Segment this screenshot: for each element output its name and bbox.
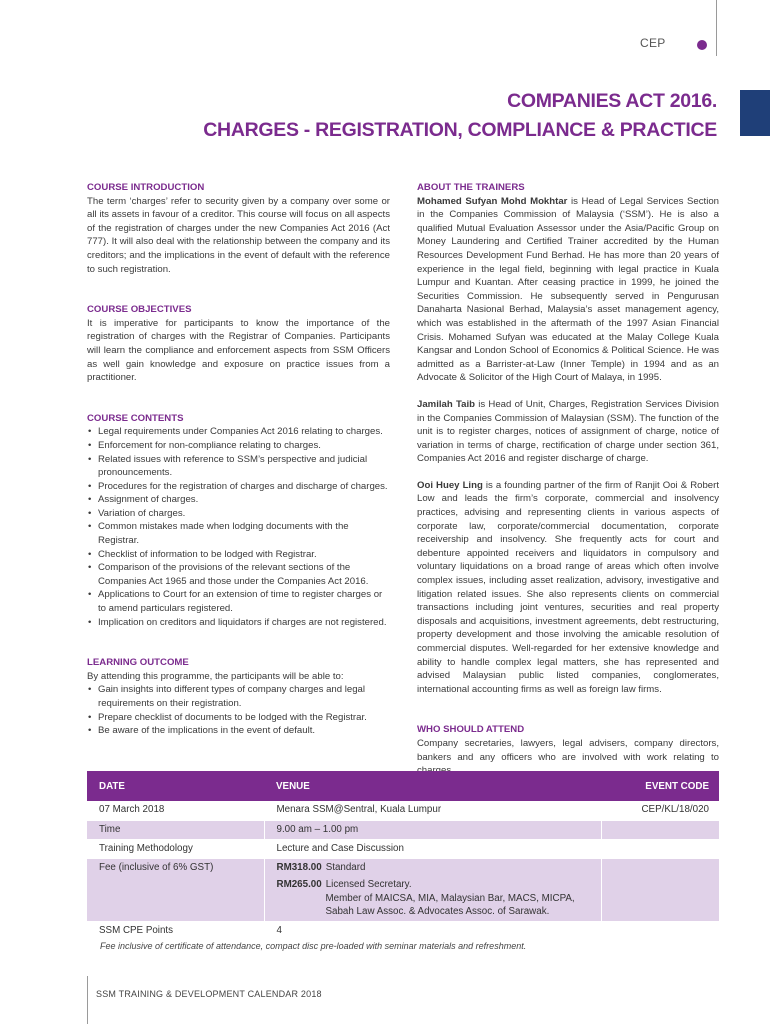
list-item: • Be aware of the implications in the event of default.: [87, 724, 390, 738]
table-row: [87, 858, 719, 921]
fee-value: [264, 858, 601, 921]
list-item: • Legal requirements under Companies Act 2016 relating to charges.: [87, 425, 390, 439]
date-header: DATE: [87, 771, 264, 801]
trainer-bio: [417, 398, 719, 466]
list-item: • Common mistakes made when lodging documents with the Registrar.: [87, 520, 390, 547]
fee-footnote: Fee inclusive of certificate of attendance, compact disc pre-loaded with seminar materials and refreshment.: [100, 941, 527, 951]
trainer-name: Mohamed Sufyan Mohd Mokhtar: [417, 195, 568, 207]
time-label: Time: [87, 820, 264, 839]
course-contents-heading: COURSE CONTENTS: [87, 412, 184, 424]
course-objectives-heading: COURSE OBJECTIVES: [87, 304, 192, 316]
right-column: [417, 181, 719, 778]
venue-value: Menara SSM@Sentral, Kuala Lumpur: [264, 801, 601, 820]
learning-outcome-intro: By attending this programme, the participants will be able to:: [87, 670, 344, 682]
trainers-heading: ABOUT THE TRAINERS: [417, 182, 525, 193]
table-header-row: [87, 771, 719, 801]
venue-header: VENUE: [264, 771, 601, 801]
course-intro-text: The term ‘charges’ refer to security given by a company over some or all its assets in favour of a creditor. This course will focus on all aspects of the registration of charges under the new Companies Act 2016 (Act 777). It will also deal with the relationship between the company and its creditors; and the implications in the event of default with the reference to such registration.: [87, 195, 390, 275]
list-item: • Related issues with reference to SSM’s perspective and judicial pronouncements.: [87, 453, 390, 480]
fee-label: Fee (inclusive of 6% GST): [87, 858, 264, 921]
page-title-line2: CHARGES - REGISTRATION, COMPLIANCE & PRACTICE: [203, 119, 717, 141]
list-item: • Checklist of information to be lodged with Registrar.: [87, 548, 390, 562]
fee-standard-amount: RM318.00: [276, 861, 322, 873]
course-contents-list: [87, 425, 390, 629]
left-column: [87, 181, 390, 738]
course-intro-heading: COURSE INTRODUCTION: [87, 182, 205, 193]
header-divider: [716, 0, 717, 56]
event-code-header: EVENT CODE: [601, 771, 719, 801]
list-item: • Implication on creditors and liquidators if charges are not registered.: [87, 616, 390, 630]
event-code-value: CEP/KL/18/020: [601, 801, 719, 820]
list-item: • Prepare checklist of documents to be lodged with the Registrar.: [87, 711, 390, 725]
table-row: [87, 801, 719, 820]
footer-divider: [87, 976, 88, 1024]
trainer-bio-text: is a founding partner of the firm of Ranjit Ooi & Robert Low and leads the firm’s corporate, commercial and insolvency practices, advising and representing clients in various aspects of corporate law, corporate/commercial documentation, corporate receivership and insolvency. She frequently acts for court and debenture appointed receivers and liquidators in compulsory and voluntary liquidations on a broad range of areas which often involve complex issues, including asset realization, advisory, investigative and litigation related issues. She also represents clients on commercial transactions including joint ventures, securities and real property disposals and acquisitions, investment agreements, debt restructuring, property development and those involving the amicable resolution of commercial disputes. Well-regarded for her extensive knowledge and ability to handle complex legal matters, she has represented and advised Malaysian public listed companies, conglomerates, international accounting firms as well as foreign law firms.: [417, 479, 719, 695]
list-item: • Comparison of the provisions of the relevant sections of the Companies Act 1965 and those under the Companies Act 2016.: [87, 561, 390, 588]
methodology-label: Training Methodology: [87, 839, 264, 858]
event-details-table: [87, 771, 719, 941]
fee-standard-label: Standard: [325, 861, 366, 873]
trainer-bio-text: is Head of Legal Services Section in the Companies Commission of Malaysia (‘SSM’). He is also a qualified Mutual Evaluation Assessor under the Asia/Pacific Group on Money Laundering and Certified Trainer accredited by the Human Resources Development Fund Berhad. He has more than 20 years of experience in the legal field, beginning with legal practice in Kuala Lumpur and Kuantan. After ceasing practice in 1999, he joined the Securities Commission. He subsequently served in Pengurusan Danaharta Nasional Berhad, Malaysia’s asset management agency, which was established in the aftermath of the 1997 Asian Financial Crisis. Mohamed Sufyan was educated at the Malay College Kuala Kangsar and London School of Economics & Political Science. He was admitted as a Barrister-at-Law (Inner Temple) in 1994 and as an Advocate & Solicitor of the High Court of Malaya, in 1995.: [417, 195, 719, 384]
fee-licensed-detail: Sabah Law Assoc. & Advocates Assoc. of Sarawak.: [325, 906, 550, 917]
list-item: • Assignment of charges.: [87, 493, 390, 507]
cpe-points-value: 4: [264, 921, 601, 940]
who-should-attend-heading: WHO SHOULD ATTEND: [417, 724, 525, 736]
fee-licensed-amount: RM265.00: [276, 879, 322, 890]
side-tab-marker: [740, 90, 770, 136]
fee-licensed-detail: Member of MAICSA, MIA, Malaysian Bar, MACS, MICPA,: [325, 892, 575, 904]
learning-outcome-heading: LEARNING OUTCOME: [87, 657, 189, 669]
date-value: 07 March 2018: [87, 801, 264, 820]
cpe-points-label: SSM CPE Points: [87, 921, 264, 940]
section-label: CEP: [640, 36, 666, 50]
table-row: [87, 839, 719, 858]
list-item: • Gain insights into different types of company charges and legal requirements on their registration.: [87, 683, 390, 710]
section-dot-icon: [697, 40, 707, 50]
table-row: [87, 820, 719, 839]
learning-outcome-list: [87, 683, 390, 737]
time-value: 9.00 am – 1.00 pm: [264, 820, 601, 839]
trainer-name: Jamilah Taib: [417, 398, 475, 410]
trainer-bio: [417, 479, 719, 697]
trainer-name: Ooi Huey Ling: [417, 479, 483, 491]
trainer-bio-text: is Head of Unit, Charges, Registration Services Division in the Companies Commission of Malaysian (SSM). The function of the unit is to register charges, notices of assignment of charge, notice of variation in terms of charge, rectification of charge under section 361, Companies Act 2016 and register discharge of charge.: [417, 398, 719, 465]
page-title-line1: COMPANIES ACT 2016.: [507, 90, 717, 112]
course-objectives-text: It is imperative for participants to know the importance of the registration of charges with the Registrar of Companies. Participants will learn the compliance and enforcement aspects from SSM Officers as well gain knowledge and exposure on practice issues from a practitioner.: [87, 317, 390, 384]
footer-caption: SSM TRAINING & DEVELOPMENT CALENDAR 2018: [96, 989, 322, 999]
who-should-attend-text: Company secretaries, lawyers, legal advisers, company directors, bankers and any officers who are involved with work relating to: [417, 737, 719, 763]
list-item: • Variation of charges.: [87, 507, 390, 521]
fee-licensed-label: Licensed Secretary.: [325, 879, 412, 890]
table-row: [87, 921, 719, 940]
trainer-bio: [417, 195, 719, 385]
list-item: • Procedures for the registration of charges and discharge of charges.: [87, 480, 390, 494]
methodology-value: Lecture and Case Discussion: [264, 839, 601, 858]
list-item: • Enforcement for non-compliance relating to charges.: [87, 439, 390, 453]
list-item: • Applications to Court for an extension of time to register charges or to amend particulars registered.: [87, 588, 390, 615]
